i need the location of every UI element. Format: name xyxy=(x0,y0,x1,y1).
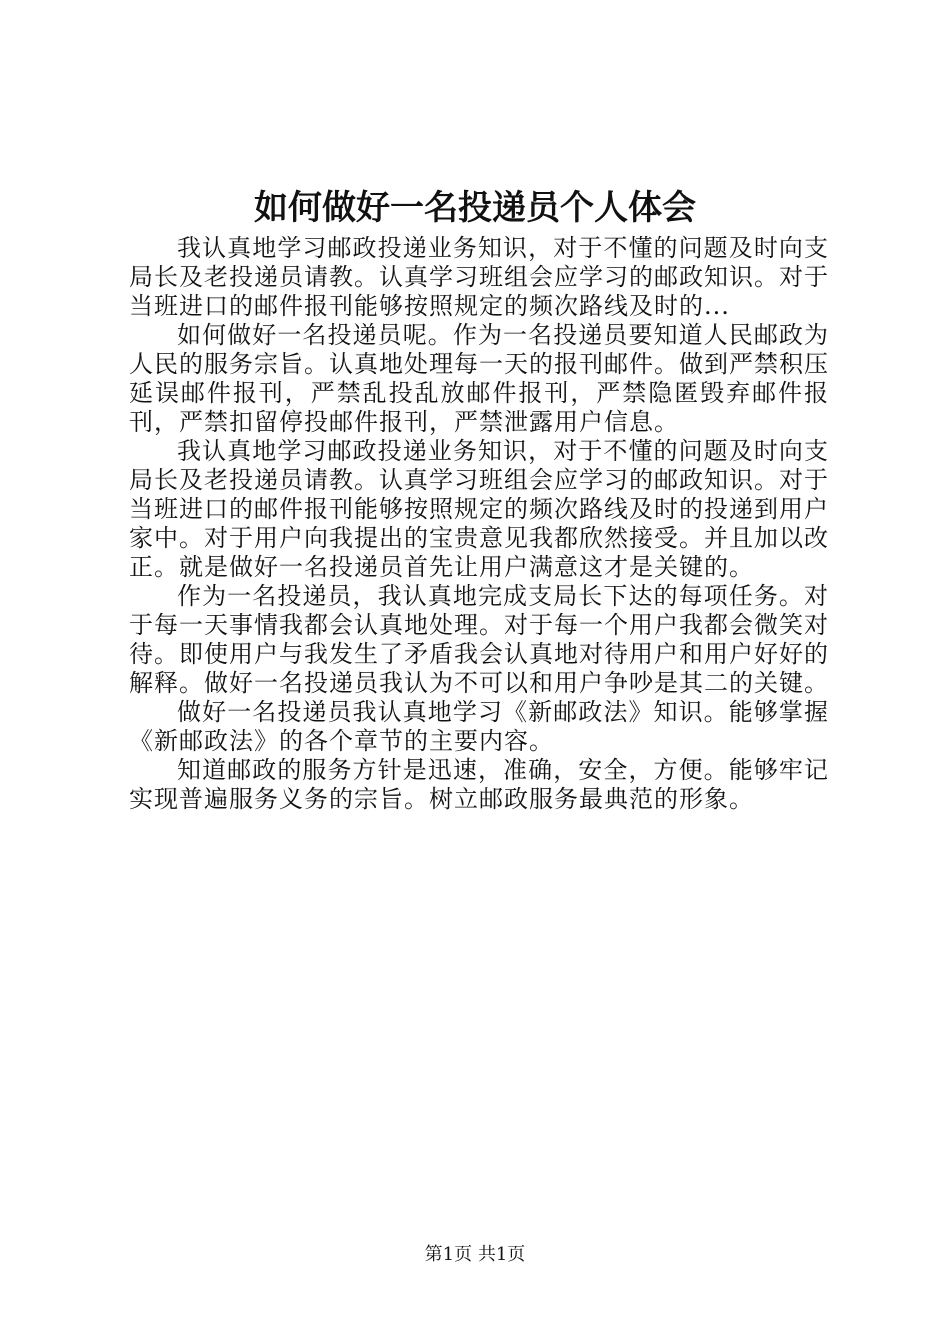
document-title: 如何做好一名投递员个人体会 xyxy=(254,188,696,228)
paragraph-2: 如何做好一名投递员呢。作为一名投递员要知道人民邮政为人民的服务宗旨。认真地处理每一天的报刊邮件。做到严禁积压延误邮件报刊，严禁乱投乱放邮件报刊，严禁隐匿毁弃邮件报刊，严禁扣留停投邮件报刊，严禁泄露用户信息。 xyxy=(129,321,829,436)
document-body xyxy=(129,234,829,814)
paragraph-3: 我认真地学习邮政投递业务知识，对于不懂的问题及时向支局长及老投递员请教。认真学习班组会应学习的邮政知识。对于当班进口的邮件报刊能够按照规定的频次路线及时的投递到用户家中。对于用户向我提出的宝贵意见我都欣然接受。并且加以改正。就是做好一名投递员首先让用户满意这才是关键的。 xyxy=(129,437,829,581)
paragraph-1: 我认真地学习邮政投递业务知识，对于不懂的问题及时向支局长及老投递员请教。认真学习班组会应学习的邮政知识。对于当班进口的邮件报刊能够按照规定的频次路线及时的... xyxy=(129,234,829,320)
page-footer: 第1页 共1页 xyxy=(424,1244,526,1265)
paragraph-6: 知道邮政的服务方针是迅速，准确，安全，方便。能够牢记实现普遍服务义务的宗旨。树立邮政服务最典范的形象。 xyxy=(129,756,829,813)
paragraph-4: 作为一名投递员，我认真地完成支局长下达的每项任务。对于每一天事情我都会认真地处理。对于每一个用户我都会微笑对待。即使用户与我发生了矛盾我会认真地对待用户和用户好好的解释。做好一名投递员我认为不可以和用户争吵是其二的关键。 xyxy=(129,582,829,697)
paragraph-5: 做好一名投递员我认真地学习《新邮政法》知识。能够掌握《新邮政法》的各个章节的主要内容。 xyxy=(129,698,829,755)
